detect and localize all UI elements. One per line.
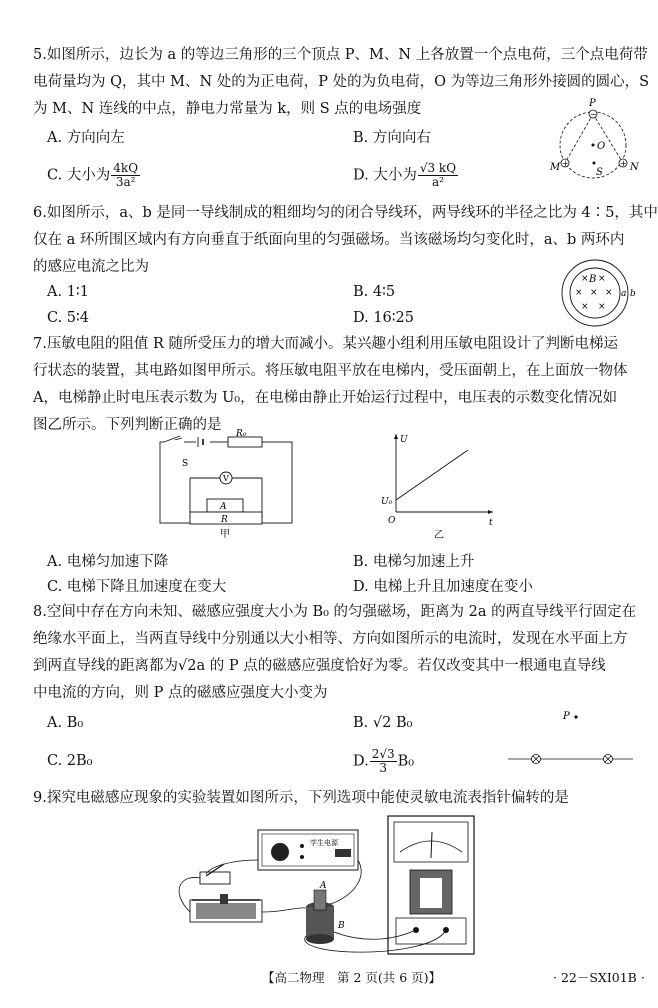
svg-text:×: × — [581, 302, 589, 312]
q5-line-3: 为 M、N 连线的中点，静电力常量为 k，则 S 点的电场强度 — [33, 101, 422, 117]
q7-option-c: C. 电梯下降且加速度在变大 — [47, 579, 227, 595]
q5-option-d: D. 大小为 $\frac{√3 kQ}{\text{a²}}$ — [353, 161, 457, 189]
q7-line-4: 图乙所示。下列判断正确的是 — [33, 417, 222, 433]
svg-text:P: P — [589, 98, 596, 109]
q8-line-2: 绝缘水平面上，当两直导线中分别通以大小相等、方向如图所示的电流时，发现在水平面上方 — [33, 631, 628, 647]
footer-page-info: 【高二物理 第 2 页(共 6 页)】 — [262, 970, 442, 985]
svg-text:N: N — [630, 162, 639, 173]
q7-line-3: A，电梯静止时电压表示数为 U₀，在电梯由静止开始运行过程中，电压表的示数变化情况如 — [33, 390, 618, 406]
svg-text:B: B — [589, 274, 597, 285]
svg-text:+: + — [620, 159, 627, 168]
svg-text:O: O — [597, 141, 606, 152]
svg-text:V: V — [223, 474, 229, 483]
svg-text:B: B — [338, 921, 345, 931]
q5-option-a: A. 方向向左 — [47, 130, 125, 146]
q8-line-3: 到两直导线的距离都为√2a 的 P 点的磁感应强度恰好为零。若仅改变其中一根通电直导线 — [33, 658, 606, 674]
footer-exam-code: · 22－SXI01B · — [553, 970, 645, 985]
q8-option-d: D. $\frac{2√3}{3}$ B₀ — [353, 747, 415, 775]
svg-text:t: t — [489, 518, 493, 528]
svg-text:S: S — [596, 167, 603, 178]
q7-option-d: D. 电梯上升且加速度在变小 — [353, 579, 533, 595]
q8-line-4: 中电流的方向，则 P 点的磁感应强度大小变为 — [33, 685, 328, 701]
q9-line-1: 9.探究电磁感应现象的实验装置如图所示，下列选项中能使灵敏电流表指针偏转的是 — [33, 790, 569, 806]
q6-option-a: A. 1∶1 — [47, 284, 89, 300]
q7-option-b: B. 电梯匀加速上升 — [353, 554, 475, 570]
q7-line-1: 7.压敏电阻的阻值 R 随所受压力的增大而减小。某兴趣小组利用压敏电阻设计了判断电梯运 — [33, 336, 618, 352]
svg-text:−: − — [590, 110, 597, 119]
q5-line-1: 5.如图所示，边长为 a 的等边三角形的三个顶点 P、M、N 上各放置一个点电荷，三个点电荷带 — [33, 47, 648, 63]
q7-option-a: A. 电梯匀加速下降 — [47, 554, 169, 570]
svg-text:×: × — [598, 302, 606, 312]
svg-text:M: M — [550, 162, 561, 173]
svg-text:a: a — [621, 289, 627, 299]
svg-text:×: × — [605, 288, 613, 298]
svg-text:O: O — [388, 516, 396, 526]
q9-apparatus-figure — [170, 812, 490, 962]
q7-circuit-figure-jia — [150, 429, 300, 540]
svg-text:乙: 乙 — [434, 530, 444, 541]
svg-text:×: × — [581, 274, 589, 284]
q5-option-c: C. 大小为 $\frac{4kQ}{\text{3a²}}$ — [47, 161, 139, 189]
q8-option-a: A. B₀ — [47, 715, 84, 731]
svg-text:×: × — [575, 288, 583, 298]
q7-line-2: 行状态的装置，其电路如图甲所示。将压敏电阻平放在电梯内，受压面朝上，在上面放一物体 — [33, 363, 628, 379]
q6-option-b: B. 4∶5 — [353, 284, 396, 300]
q6-option-c: C. 5∶4 — [47, 310, 90, 326]
q5-line-2: 电荷量均为 Q，其中 M、N 处的为正电荷，P 处的为负电荷，O 为等边三角形外接圆的圆心，S — [33, 74, 650, 90]
q8-wires-figure — [508, 705, 638, 767]
q7-graph-figure-yi — [378, 430, 498, 542]
svg-text:S: S — [182, 459, 189, 469]
svg-text:R₀: R₀ — [236, 429, 247, 439]
svg-text:A: A — [220, 502, 227, 512]
svg-text:b: b — [630, 289, 636, 299]
q8-option-c: C. 2B₀ — [47, 753, 93, 769]
q6-line-2: 仅在 a 环所围区域内有方向垂直于纸面向里的匀强磁场。当该磁场均匀变化时，a、b 两环内 — [33, 232, 625, 248]
q8-line-1: 8.空间中存在方向未知、磁感应强度大小为 B₀ 的匀强磁场，距离为 2a 的两直导线平行固定在 — [33, 604, 637, 620]
q6-rings-figure — [555, 258, 645, 330]
svg-text:学生电源: 学生电源 — [310, 839, 338, 847]
q8-option-b: B. √2 B₀ — [353, 715, 413, 731]
svg-text:U₀: U₀ — [381, 497, 393, 507]
svg-text:A: A — [320, 881, 327, 891]
svg-text:甲: 甲 — [220, 529, 230, 540]
q5-triangle-charge-figure — [545, 95, 647, 187]
svg-text:×: × — [590, 288, 598, 298]
svg-text:U: U — [400, 435, 408, 445]
svg-text:P: P — [563, 711, 570, 722]
q5-option-b: B. 方向向右 — [353, 130, 431, 146]
svg-text:×: × — [598, 274, 606, 284]
q6-line-1: 6.如图所示，a、b 是同一导线制成的粗细均匀的闭合导线环，两导线环的半径之比为 4∶5，其中 — [33, 205, 658, 221]
svg-text:R: R — [221, 515, 228, 525]
q6-line-3: 的感应电流之比为 — [33, 259, 149, 275]
q6-option-d: D. 16∶25 — [353, 310, 415, 326]
svg-text:+: + — [562, 159, 569, 168]
